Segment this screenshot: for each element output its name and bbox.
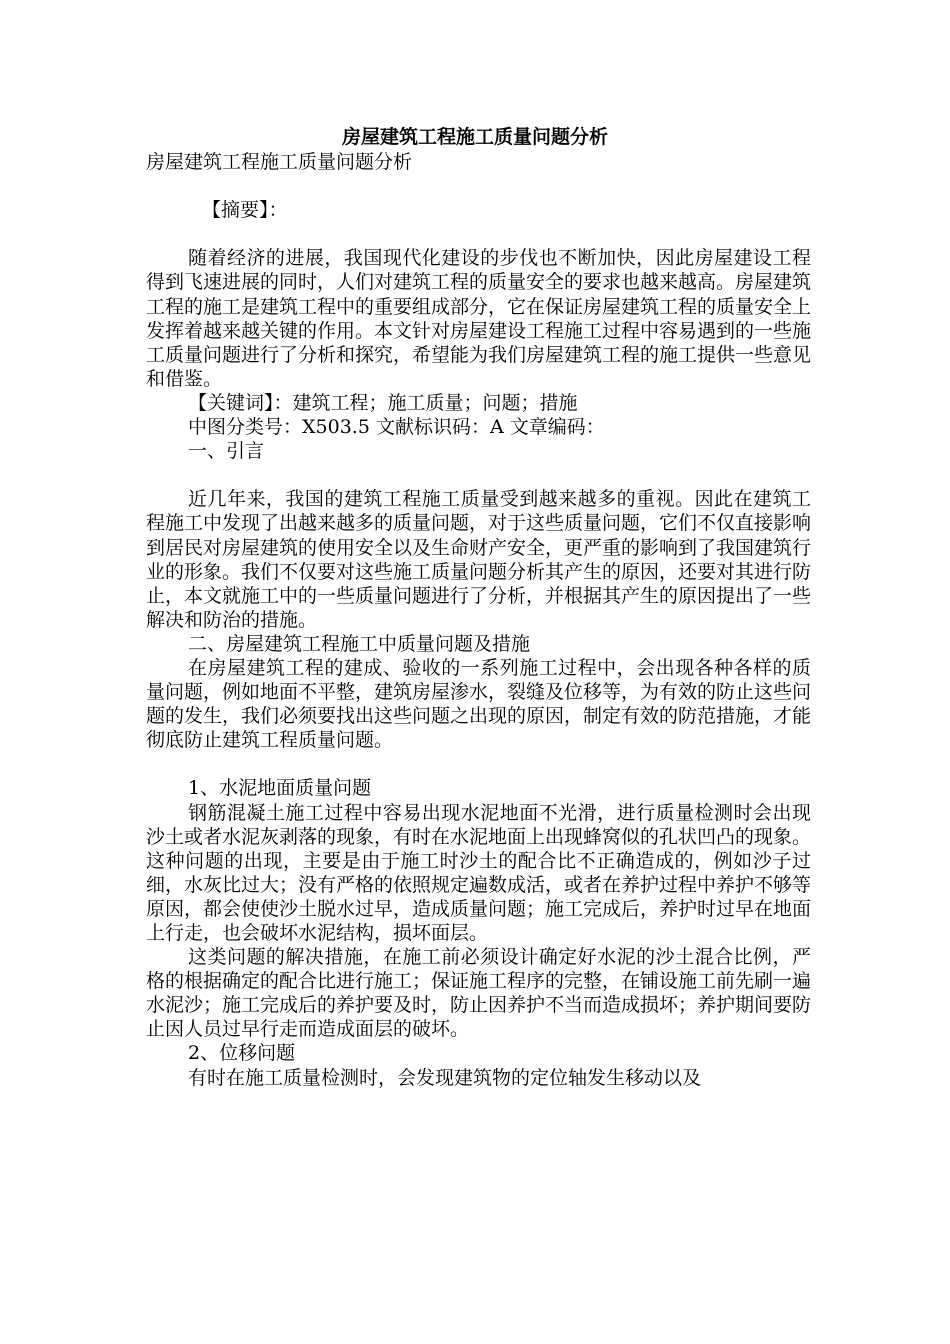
section-heading-quality-problems: 二、房屋建筑工程施工中质量问题及措施 (188, 632, 531, 655)
subsection-heading-cement-floor: 1、水泥地面质量问题 (188, 777, 372, 800)
spacer (146, 222, 811, 246)
subsection-heading-displacement: 2、位移问题 (188, 1042, 296, 1065)
spacer (146, 174, 811, 198)
classification-line: 中图分类号：X503.5 文献标识码：A 文章编码： (188, 416, 605, 439)
quality-problems-paragraph: 在房屋建筑工程的建成、验收的一系列施工过程中，会出现各种各样的质量问题，例如地面不平整，建筑房屋渗水，裂缝及位移等，为有效的防止这些问题的发生，我们必须要找出这些问题之出现的原因，制定有效的防范措施，才能彻底防止建筑工程质量问题。 (146, 656, 812, 752)
spacer (146, 463, 811, 487)
document-subtitle: 房屋建筑工程施工质量问题分析 (146, 151, 413, 173)
spacer (146, 752, 811, 776)
keywords-line: 【关键词】：建筑工程；施工质量；问题；措施 (188, 391, 578, 414)
document-title: 房屋建筑工程施工质量问题分析 (341, 126, 608, 148)
cement-floor-solution-paragraph: 这类问题的解决措施，在施工前必须设计确定好水泥的沙土混合比例，严格的根据确定的配合比进行施工；保证施工程序的完整，在铺设施工前先刷一遍水泥沙；施工完成后的养护要及时，防止因养护不当而造成损坏；养护期间要防止因人员过早行走而造成面层的破坏。 (146, 946, 812, 1041)
document-body (146, 150, 811, 1090)
displacement-paragraph: 有时在施工质量检测时，会发现建筑物的定位轴发生移动以及 (188, 1066, 702, 1089)
section-heading-introduction: 一、引言 (188, 440, 265, 463)
introduction-paragraph: 近几年来，我国的建筑工程施工质量受到越来越多的重视。因此在建筑工程施工中发现了出越来越多的质量问题，对于这些质量问题，它们不仅直接影响到居民对房屋建筑的使用安全以及生命财产安全，更严重的影响到了我国建筑行业的形象。我们不仅要对这些施工质量问题分析其产生的原因，还要对其进行防止，本文就施工中的一些质量问题进行了分析，并根据其产生的原因提出了一些解决和防治的措施。 (146, 488, 812, 631)
abstract-paragraph: 随着经济的进展，我国现代化建设的步伐也不断加快，因此房屋建设工程得到飞速进展的同时，人们对建筑工程的质量安全的要求也越来越高。房屋建筑工程的施工是建筑工程中的重要组成部分，它在保证房屋建筑工程的质量安全上发挥着越来越关键的作用。本文针对房屋建设工程施工过程中容易遇到的一些施工质量问题进行了分析和探究，希望能为我们房屋建筑工程的施工提供一些意见和借鉴。 (146, 247, 812, 390)
abstract-heading: 【摘要】： (202, 199, 288, 222)
cement-floor-paragraph: 钢筋混凝土施工过程中容易出现水泥地面不光滑，进行质量检测时会出现沙土或者水泥灰剥落的现象，有时在水泥地面上出现蜂窝似的孔状凹凸的现象。这种问题的出现，主要是由于施工时沙土的配合比不正确造成的，例如沙子过细，水灰比过大；没有严格的依照规定遍数成活，或者在养护过程中养护不够等原因，都会使使沙土脱水过早，造成质量问题；施工完成后，养护时过早在地面上行走，也会破坏水泥结构，损坏面层。 (146, 801, 812, 944)
